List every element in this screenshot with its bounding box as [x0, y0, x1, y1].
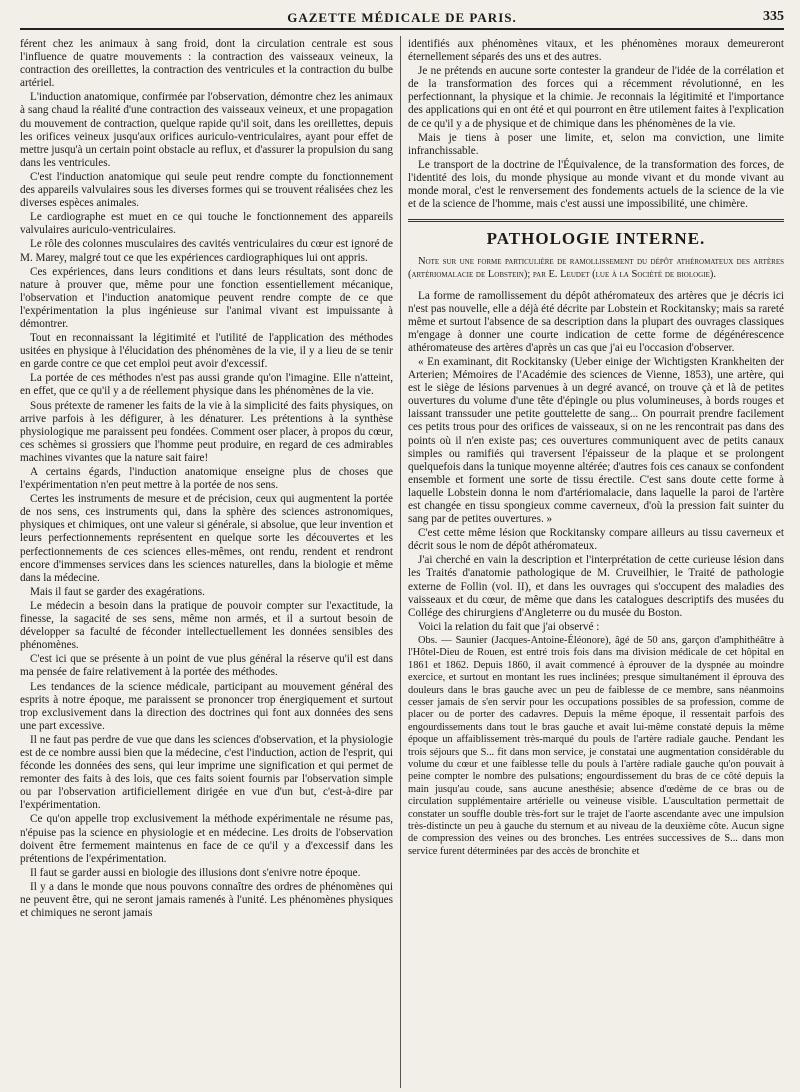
journal-title: GAZETTE MÉDICALE DE PARIS. — [287, 10, 517, 25]
paragraph: Mais il faut se garder des exagérations. — [30, 585, 205, 598]
column-divider — [400, 36, 401, 1088]
page-header — [20, 8, 784, 30]
article-heading: Note sur une forme particulière de ramollissement du dépôt athéromateux des artères (artériomalacie de Lobstein); par E. Leudet (lue à la Société de biologie). — [408, 256, 784, 281]
section-title: PATHOLOGIE INTERNE. — [486, 229, 706, 249]
paragraph: Tout en reconnaissant la légitimité et l'utilité de l'application des méthodes usitées en physique à l'élucidation des phénomènes de la vie, il y a lieu de se tenir en garde contre ce que cet emploi peut avoir d'excessif. — [20, 332, 393, 371]
paragraph: Sous prétexte de ramener les faits de la vie à la simplicité des faits physiques, on arrive parfois à les défigurer, à les dénaturer. Les prétentions à la synthèse physiologique me paraissent peu fondées. Comment oser placer, à propos du cœur, ces schèmes si grossiers que l'homme peut produire, en regard de ces admirables machines vivantes que la nature sait faire! — [20, 399, 393, 464]
paragraph: Je ne prétends en aucune sorte contester la grandeur de l'idée de la corrélation et de la transformation des forces qui a récemment révolutionné, en les perfectionnant, la physique et la chimie. Je reconnais la légitimité et l'importance des applications qui en ont été et qui pourront en être utilement faites à l'explication de ce qu'il y a de physique et de chimique dans les phénomènes de la vie. — [408, 65, 784, 130]
paragraph: Les tendances de la science médicale, participant au mouvement général des esprits à notre époque, me paraissent se prononcer trop énergiquement et surtout trop exclusivement dans la direction des doctrines qui font aux données des sens une part excessive. — [20, 680, 393, 732]
paragraph: « En examinant, dit Rockitansky (Ueber einige der Wichtigsten Krankheiten der Arterien; Mémoires de l'Académie des sciences de Vienne, 1853), une artère, qui est le siège de lésions parvenues à un degré avancé, on trouve çà et là de petites ouvertures du volume d'une tête d'épingle ou plus volumineuses, à bords rouges et laissant transsuder une petite gouttelette de sang... On pourrait prendre facilement ces petits trous pour des orifices de vaisseaux, si on ne les rencontrait pas dans des points où il n'en existe pas; ces ouvertures communiquent avec de petits canaux simples ou ramifiés qui traversent l'épaisseur de la plaque et se prolongent quelquefois dans la tunique moyenne altérée; d'autres fois ces canaux se confondent ensemble et forment une sorte de tissu érectile. C'est sans doute cette forme à laquelle Lobstein donna le nom d'artériomalacie, dans laquelle la paroi de l'artère est changée en tissu spongieux comme caverneux, d'où la pression fait suinter du sang par de petites ouvertures. » — [408, 355, 784, 526]
paragraph: Le rôle des colonnes musculaires des cavités ventriculaires du cœur est ignoré de M. Marey, malgré tout ce que les expériences cardiographiques lui ont appris. — [20, 238, 393, 264]
right-column — [408, 38, 784, 1088]
paragraph: J'ai cherché en vain la description et l'interprétation de cette curieuse lésion dans les Traités d'anatomie pathologique de M. Cruveilhier, le Traité de pathologie externe de Follin (vol. II), et dans les ouvrages qui s'occupent des maladies des vaisseaux et du cœur, de même que dans les catalogues descriptifs des musées du Collége des chirurgiens d'Angleterre ou du musée du Boston. — [408, 554, 784, 619]
page-number: 335 — [763, 9, 784, 24]
paragraph: Le transport de la doctrine de l'Équivalence, de la transformation des forces, de l'identité des lois, du monde physique au monde vivant et du monde vivant au monde moral, c'est le renversement des fondements actuels de la science de la vie et de la science de l'homme, mais c'est aussi une impossibilité, une chimère. — [408, 158, 784, 211]
paragraph: identifiés aux phénomènes vitaux, et les phénomènes moraux demeureront éternellement séparés des uns et des autres. — [408, 38, 784, 64]
paragraph: Mais je tiens à poser une limite, et, selon ma conviction, une limite infranchissable. — [408, 131, 784, 157]
observation-block — [408, 635, 784, 858]
paragraph: férent chez les animaux à sang froid, dont la circulation centrale est sous l'influence de quatre mouvements : la contraction des vaisseaux veineux, la contraction des oreillettes, la contraction des ventricules et la contraction du bulbe artériel. — [20, 38, 393, 90]
paragraph: La portée de ces méthodes n'est pas aussi grande qu'on l'imagine. Elle n'atteint, en effet, que ce qu'il y a de réellement physique dans les phénomènes de la vie. — [20, 372, 393, 398]
paragraph: Le cardiographe est muet en ce qui touche le fonctionnement des appareils valvulaires auriculo-ventriculaires. — [20, 211, 393, 237]
section-rule — [408, 219, 784, 222]
paragraph: Ce qu'on appelle trop exclusivement la méthode expérimentale ne résume pas, n'épuise pas la science en physiologie et en médecine. Les droits de l'observation doivent être fermement maintenus en face de ce qu'il y a d'excessif dans les prétentions de l'expérimentation. — [20, 813, 393, 865]
paragraph: C'est l'induction anatomique qui seule peut rendre compte du fonctionnement des appareils valvulaires sous les diverses formes qui se trouvent réalisées chez les diverses espèces animales. — [20, 170, 393, 210]
paragraph: L'induction anatomique, confirmée par l'observation, démontre chez les animaux à sang chaud la réalité d'une contraction des vaisseaux veineux, et une propagation du mouvement de contraction, quelque rapide qu'il soit, dans les oreillettes, depuis les orifices veineux jusqu'aux orifices auriculo-ventriculaires, ayant pour effet de mettre jusqu'à un certain point obstacle au reflux, et d'assurer la propulsion du sang dans les ventricules. — [20, 91, 393, 169]
paragraph: C'est cette même lésion que Rockitansky compare ailleurs au tissu caverneux et décrit sous le nom de dépôt athéromateux. — [408, 527, 784, 553]
paragraph: Le médecin a besoin dans la pratique de pouvoir compter sur l'exactitude, la finesse, la sagacité de ses sens, même non armés, et il a surtout besoin de développer sa faculté de féconder intellectuellement les données sensibles des phénomènes. — [20, 599, 393, 652]
left-column — [20, 38, 393, 1088]
paragraph: Il y a dans le monde que nous pouvons connaître des ordres de phénomènes qui ne peuvent être, qui ne seront jamais ramenés à l'unité. Les phénomènes physiques et chimiques ne seront jamais — [20, 880, 393, 920]
observation-text: Obs. — Saunier (Jacques-Antoine-Éléonore), âgé de 50 ans, garçon d'amphithéâtre à l'Hôtel-Dieu de Rouen, est entré trois fois dans ma division médicale de cet hôpital en 1861 et 1862. Depuis 1860, il avait commencé à éprouver de la dyspnée au moindre exercice, et surtout en montant les rues inclinées; presque simultanément il éprouva des douleurs dans le bras gauche avec un peu de faiblesse de ce membre, sans néanmoins cesser jamais de s'en servir pour les occupations possibles de sa profession, comme de placer ou de porter des cadavres. Depuis la même époque, il ressentait parfois des engourdissements dans tout le bras gauche et avait lui-même constaté depuis la même époque un affaiblissement très-marqué du pouls de l'artère radiale gauche. Pendant les trois séjours que S... fit dans mon service, je constatai une augmentation considérable du volume du cœur et une faiblesse telle du pouls à l'artère radiale gauche qu'on pouvait à peine compter le nombre des pulsations; engourdissement du bras de ce côté depuis la main jusqu'au coude, sans aucune anesthésie; absence d'œdème de ce bras ou de circulation supplémentaire artérielle ou veineuse visible. L'auscultation permettait de constater un souffle double très-fort sur le trajet de l'aorte ascendante avec une impulsion très-distincte un peu à gauche du sternum et au niveau de la deuxième côte. Aucun signe de compression des veines ou des bronches. Les entrées successives de S... dans mon service furent déterminées par des accès de bronchite et — [408, 634, 784, 857]
paragraph: Voici la relation du fait que j'ai observé : — [418, 620, 600, 633]
paragraph: Ces expériences, dans leurs conditions et dans leurs résultats, sont donc de nature à prouver que, même pour une fonction essentiellement mécanique, l'observation et l'induction anatomique peuvent rendre compte de ce que l'expérimentation la plus ingénieuse sur l'animal vivant est impuissante à démontrer. — [20, 265, 393, 330]
paragraph: Certes les instruments de mesure et de précision, ceux qui augmentent la portée de nos sens, ces instruments qui, dans la sphère des sciences astronomiques, physiques et chimiques, ont une valeur si générale, si absolue, que leur invention et leurs perfectionnements représentent en quelque sorte les découvertes et les perfectionnements de ces sciences elles-mêmes, ont rendu, rendent et rendront encore d'immenses services dans les sciences naturelles, dans la biologie et même dans la médecine. — [20, 493, 393, 584]
paragraph: La forme de ramollissement du dépôt athéromateux des artères que je décris ici n'est pas nouvelle, elle a déjà été décrite par Lobstein et Rockitansky; mais sa rareté même et surtout l'absence de sa description dans la plupart des ouvrages classiques m'engage à donner une courte indication de cette forme de dégénérescence athéromateuse des artères d'après un cas que j'ai eu l'occasion d'observer. — [408, 289, 784, 354]
paragraph: A certains égards, l'induction anatomique enseigne plus de choses que l'expérimentation n'en peut mettre à la portée de nos sens. — [20, 466, 393, 492]
paragraph: Il ne faut pas perdre de vue que dans les sciences d'observation, et la physiologie est de ce nombre aussi bien que la médecine, c'est l'induction, action de l'esprit, qui féconde les données des sens, qui leur imprime une signification et qui permet de remonter des faits à des lois, que ces faits soient fournis par l'observation simple ou par l'observation artificiellement dirigée en vue d'un but, c'est-à-dire par l'expérimentation. — [20, 733, 393, 812]
paragraph: C'est ici que se présente à un point de vue plus général la réserve qu'il est dans ma pensée de faire relativement à la portée des méthodes. — [20, 653, 393, 679]
paragraph: Il faut se garder aussi en biologie des illusions dont s'enivre notre époque. — [30, 866, 361, 879]
